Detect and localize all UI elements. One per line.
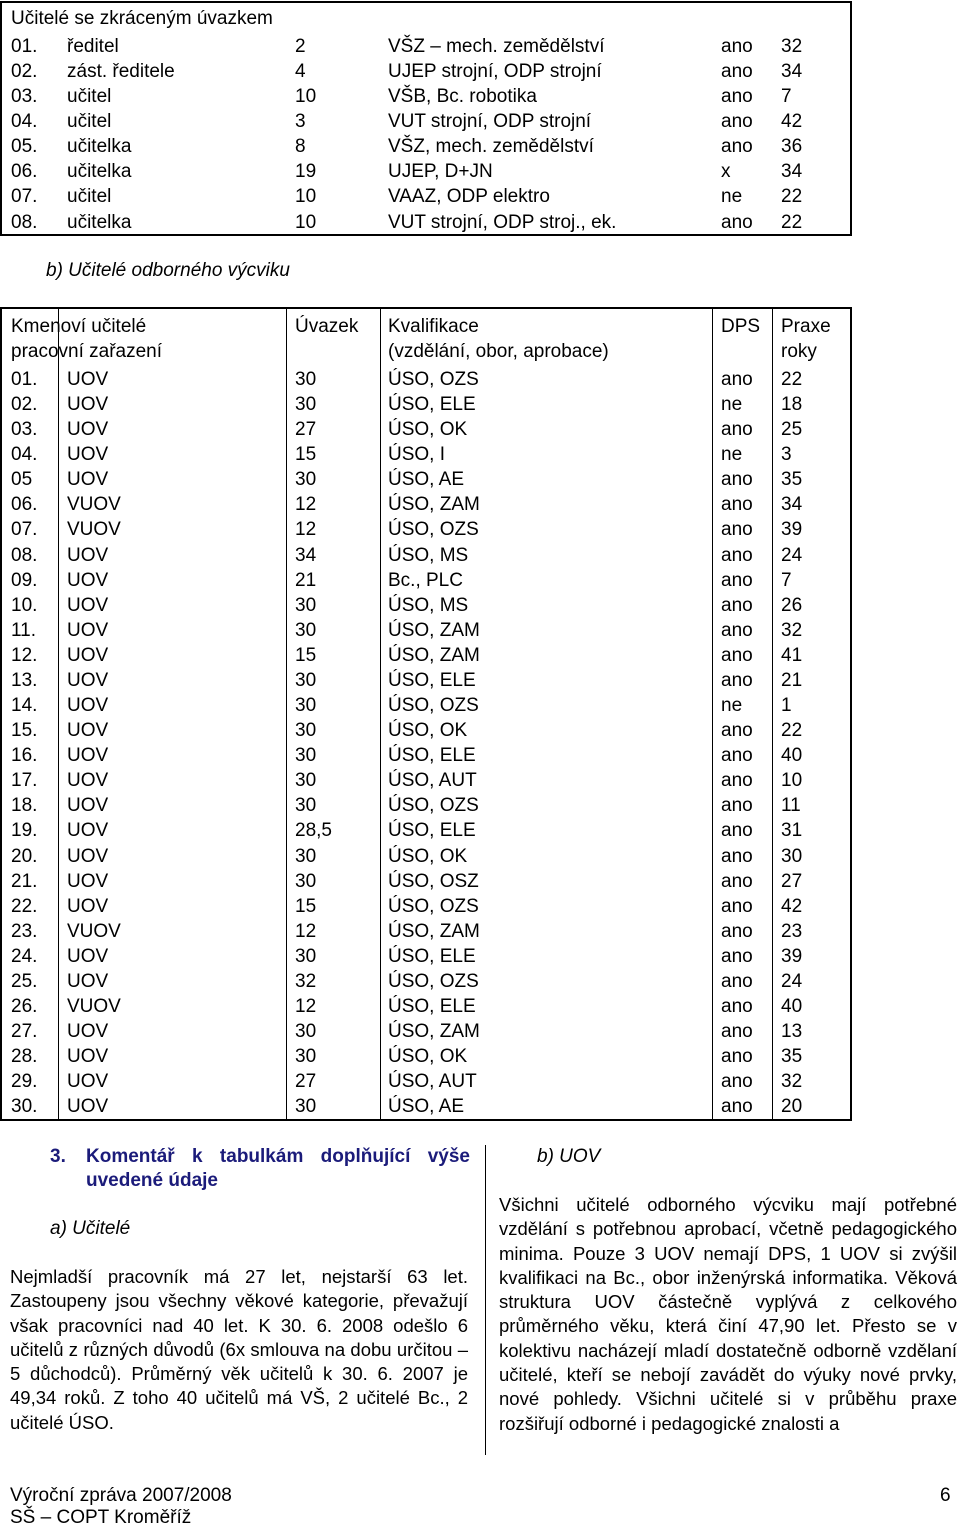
- row-number: 13.: [11, 669, 38, 691]
- table-row: [2, 618, 850, 643]
- row-role: učitel: [67, 86, 112, 108]
- row-uvazek: 8: [295, 136, 306, 158]
- row-role: UOV: [67, 845, 109, 867]
- table-row: [2, 417, 850, 442]
- table-header-row-1: [2, 314, 850, 339]
- table-row: [2, 793, 850, 818]
- row-role: UOV: [67, 544, 109, 566]
- row-role: UOV: [67, 795, 109, 817]
- row-role: VUOV: [67, 996, 121, 1017]
- row-uvazek: 30: [295, 619, 317, 641]
- row-number: 23.: [11, 920, 38, 942]
- row-number: 09.: [11, 569, 38, 591]
- row-praxe: 32: [781, 36, 803, 57]
- subsection-b-heading: b) UOV: [537, 1146, 601, 1167]
- row-kvalifikace: ÚSO, ZAM: [388, 644, 480, 666]
- row-number: 06.: [11, 161, 38, 183]
- row-uvazek: 30: [295, 1021, 317, 1043]
- row-role: UOV: [67, 444, 109, 466]
- row-number: 15.: [11, 720, 38, 742]
- row-praxe: 30: [781, 845, 803, 867]
- row-praxe: 23: [781, 920, 803, 942]
- table-row: [2, 184, 850, 209]
- table-row: [2, 134, 850, 159]
- row-dps: ne: [721, 695, 743, 717]
- row-role: zást. ředitele: [67, 61, 175, 83]
- row-number: 06.: [11, 494, 38, 516]
- row-role: VUOV: [67, 519, 121, 541]
- row-kvalifikace: VŠZ, mech. zemědělství: [388, 136, 594, 158]
- row-praxe: 24: [781, 544, 803, 566]
- table-row: [2, 1019, 850, 1044]
- row-kvalifikace: ÚSO, AE: [388, 469, 465, 491]
- row-praxe: 25: [781, 419, 803, 441]
- section-title: [86, 1145, 470, 1193]
- table-row: [2, 743, 850, 768]
- row-dps: ano: [721, 795, 753, 817]
- row-uvazek: 2: [295, 36, 306, 57]
- table-row: [2, 568, 850, 593]
- row-uvazek: 30: [295, 695, 317, 717]
- row-role: UOV: [67, 619, 109, 641]
- row-uvazek: 30: [295, 394, 317, 416]
- row-kvalifikace: ÚSO, OZS: [388, 519, 479, 541]
- row-uvazek: 4: [295, 61, 306, 83]
- row-dps: x: [721, 161, 731, 183]
- section-number: 3.: [50, 1146, 66, 1167]
- row-kvalifikace: ÚSO, ZAM: [388, 1021, 480, 1043]
- row-number: 07.: [11, 519, 38, 541]
- row-praxe: 27: [781, 870, 803, 892]
- row-role: VUOV: [67, 920, 121, 942]
- row-praxe: 20: [781, 1096, 803, 1118]
- footer-school-name: SŠ – COPT Kroměříž: [10, 1507, 192, 1528]
- row-kvalifikace: ÚSO, AE: [388, 1096, 465, 1118]
- row-kvalifikace: ÚSO, ELE: [388, 394, 476, 416]
- row-kvalifikace: ÚSO, OK: [388, 419, 468, 441]
- table-row: [2, 392, 850, 417]
- row-uvazek: 12: [295, 996, 317, 1017]
- row-dps: ano: [721, 469, 753, 491]
- row-praxe: 10: [781, 770, 803, 792]
- subsection-a-heading: a) Učitelé: [50, 1218, 131, 1239]
- table-row: [2, 492, 850, 517]
- row-kvalifikace: ÚSO, MS: [388, 594, 469, 616]
- row-role: učitelka: [67, 161, 132, 183]
- row-number: 02.: [11, 394, 38, 416]
- row-role: učitel: [67, 111, 112, 133]
- row-dps: ano: [721, 745, 753, 767]
- row-dps: ano: [721, 1046, 753, 1068]
- header-uvazek: Úvazek: [295, 316, 359, 337]
- table-row: [2, 367, 850, 392]
- table-vocational-teachers: [0, 307, 852, 1121]
- table-row: [2, 718, 850, 743]
- row-dps: ano: [721, 211, 753, 233]
- row-uvazek: 30: [295, 945, 317, 967]
- row-praxe: 13: [781, 1021, 803, 1043]
- row-uvazek: 30: [295, 870, 317, 892]
- row-number: 04.: [11, 444, 38, 466]
- row-praxe: 39: [781, 945, 803, 967]
- row-number: 16.: [11, 745, 38, 767]
- row-dps: ne: [721, 444, 743, 466]
- row-praxe: 36: [781, 136, 803, 158]
- table-row: [2, 693, 850, 718]
- row-uvazek: 10: [295, 211, 317, 233]
- row-number: 05: [11, 469, 33, 491]
- row-kvalifikace: UJEP, D+JN: [388, 161, 493, 183]
- row-praxe: 7: [781, 86, 792, 108]
- row-kvalifikace: ÚSO, AUT: [388, 770, 477, 792]
- row-kvalifikace: ÚSO, MS: [388, 544, 469, 566]
- row-kvalifikace: ÚSO, OK: [388, 845, 468, 867]
- row-praxe: 41: [781, 644, 803, 666]
- row-kvalifikace: VAAZ, ODP elektro: [388, 186, 550, 208]
- table-part-time-teachers: [0, 1, 852, 236]
- row-uvazek: 34: [295, 544, 317, 566]
- row-kvalifikace: ÚSO, I: [388, 444, 446, 466]
- row-dps: ano: [721, 61, 753, 83]
- row-dps: ano: [721, 569, 753, 591]
- row-role: učitelka: [67, 136, 132, 158]
- row-kvalifikace: ÚSO, AUT: [388, 1071, 477, 1093]
- row-praxe: 18: [781, 394, 803, 416]
- row-praxe: 22: [781, 369, 803, 390]
- header-kvalifikace-detail: (vzdělání, obor, aprobace): [388, 341, 609, 362]
- row-number: 27.: [11, 1021, 38, 1043]
- row-number: 24.: [11, 945, 38, 967]
- row-number: 14.: [11, 695, 38, 717]
- row-role: učitelka: [67, 211, 132, 233]
- row-kvalifikace: ÚSO, OZS: [388, 795, 479, 817]
- row-uvazek: 27: [295, 419, 317, 441]
- row-role: UOV: [67, 669, 109, 691]
- row-uvazek: 10: [295, 86, 317, 108]
- row-number: 04.: [11, 111, 38, 133]
- header-praxe: Praxe: [781, 316, 831, 337]
- row-praxe: 40: [781, 745, 803, 767]
- row-praxe: 39: [781, 519, 803, 541]
- table-row: [2, 109, 850, 134]
- row-number: 12.: [11, 644, 38, 666]
- table-row: [2, 210, 850, 235]
- row-role: UOV: [67, 945, 109, 967]
- row-dps: ano: [721, 770, 753, 792]
- row-dps: ano: [721, 1096, 753, 1118]
- table-row: [2, 1094, 850, 1119]
- row-number: 21.: [11, 870, 38, 892]
- row-number: 11.: [11, 619, 37, 641]
- row-uvazek: 15: [295, 644, 317, 666]
- row-number: 25.: [11, 970, 38, 992]
- row-role: UOV: [67, 1071, 109, 1093]
- row-role: UOV: [67, 569, 109, 591]
- row-praxe: 42: [781, 111, 803, 133]
- row-role: UOV: [67, 394, 109, 416]
- row-dps: ano: [721, 644, 753, 666]
- row-uvazek: 30: [295, 770, 317, 792]
- row-uvazek: 15: [295, 444, 317, 466]
- table-row: [2, 844, 850, 869]
- row-number: 19.: [11, 820, 38, 842]
- row-kvalifikace: ÚSO, ELE: [388, 945, 476, 967]
- row-dps: ano: [721, 1021, 753, 1043]
- row-dps: ano: [721, 945, 753, 967]
- row-praxe: 35: [781, 469, 803, 491]
- row-kvalifikace: ÚSO, OK: [388, 1046, 468, 1068]
- row-number: 26.: [11, 996, 38, 1017]
- row-praxe: 3: [781, 444, 792, 466]
- row-role: učitel: [67, 186, 112, 208]
- row-dps: ano: [721, 111, 753, 133]
- header-pracovni-zarazeni: pracovní zařazení: [11, 341, 163, 362]
- row-uvazek: 30: [295, 720, 317, 742]
- row-dps: ano: [721, 970, 753, 992]
- row-kvalifikace: ÚSO, OSZ: [388, 870, 479, 892]
- row-kvalifikace: ÚSO, ELE: [388, 745, 476, 767]
- row-role: UOV: [67, 970, 109, 992]
- row-kvalifikace: ÚSO, OZS: [388, 695, 479, 717]
- row-dps: ne: [721, 394, 743, 416]
- table-row: [2, 593, 850, 618]
- table-row: [2, 442, 850, 467]
- row-number: 01.: [11, 369, 38, 390]
- row-dps: ano: [721, 494, 753, 516]
- table-header-row-2: [2, 339, 850, 364]
- table-row: [2, 543, 850, 568]
- row-role: UOV: [67, 1021, 109, 1043]
- row-praxe: 42: [781, 895, 803, 917]
- row-kvalifikace: VŠZ – mech. zemědělství: [388, 36, 605, 57]
- row-praxe: 34: [781, 61, 803, 83]
- row-praxe: 34: [781, 494, 803, 516]
- row-uvazek: 30: [295, 745, 317, 767]
- row-kvalifikace: ÚSO, OK: [388, 720, 468, 742]
- row-praxe: 40: [781, 996, 803, 1017]
- row-praxe: 32: [781, 1071, 803, 1093]
- header-kmenovi: Kmenoví učitelé: [11, 316, 147, 337]
- row-uvazek: 32: [295, 970, 317, 992]
- row-uvazek: 30: [295, 594, 317, 616]
- row-kvalifikace: ÚSO, ZAM: [388, 920, 480, 942]
- row-dps: ano: [721, 519, 753, 541]
- row-kvalifikace: ÚSO, OZS: [388, 369, 479, 390]
- row-uvazek: 30: [295, 369, 317, 390]
- column-divider: [485, 1145, 486, 1455]
- table-row: [2, 668, 850, 693]
- row-uvazek: 30: [295, 1046, 317, 1068]
- row-dps: ano: [721, 996, 753, 1017]
- table-row: [2, 1044, 850, 1069]
- row-uvazek: 15: [295, 895, 317, 917]
- row-role: UOV: [67, 770, 109, 792]
- row-role: ředitel: [67, 36, 119, 57]
- row-dps: ano: [721, 669, 753, 691]
- row-number: 01.: [11, 36, 38, 57]
- row-praxe: 24: [781, 970, 803, 992]
- row-dps: ano: [721, 369, 753, 390]
- section-title-line-2: uvedené údaje: [86, 1170, 218, 1191]
- header-dps: DPS: [721, 316, 761, 337]
- table-row: [2, 768, 850, 793]
- row-kvalifikace: Bc., PLC: [388, 569, 463, 591]
- row-role: UOV: [67, 594, 109, 616]
- row-number: 08.: [11, 211, 38, 233]
- row-dps: ano: [721, 820, 753, 842]
- row-praxe: 32: [781, 619, 803, 641]
- row-kvalifikace: ÚSO, ZAM: [388, 494, 480, 516]
- table-row: [2, 517, 850, 542]
- row-kvalifikace: ÚSO, ELE: [388, 996, 476, 1017]
- row-role: UOV: [67, 1046, 109, 1068]
- row-uvazek: 21: [295, 569, 317, 591]
- table-row: [2, 818, 850, 843]
- table-row: [2, 944, 850, 969]
- table-row: [2, 969, 850, 994]
- row-praxe: 11: [781, 795, 801, 817]
- row-dps: ano: [721, 870, 753, 892]
- header-kvalifikace: Kvalifikace: [388, 316, 479, 337]
- row-number: 07.: [11, 186, 38, 208]
- row-number: 05.: [11, 136, 38, 158]
- row-role: UOV: [67, 745, 109, 767]
- table-row: [2, 34, 850, 59]
- page-number: 6: [940, 1485, 951, 1506]
- row-kvalifikace: VUT strojní, ODP strojní: [388, 111, 592, 133]
- table-row: [2, 994, 850, 1019]
- row-dps: ano: [721, 136, 753, 158]
- row-kvalifikace: ÚSO, OZS: [388, 970, 479, 992]
- row-role: UOV: [67, 469, 109, 491]
- table-title: Učitelé se zkráceným úvazkem: [11, 8, 273, 29]
- row-role: UOV: [67, 820, 109, 842]
- row-uvazek: 12: [295, 494, 317, 516]
- table-row: [2, 894, 850, 919]
- row-kvalifikace: ÚSO, ELE: [388, 820, 476, 842]
- row-uvazek: 27: [295, 1071, 317, 1093]
- table-row: [2, 643, 850, 668]
- row-uvazek: 30: [295, 845, 317, 867]
- row-dps: ano: [721, 36, 753, 57]
- row-uvazek: 30: [295, 795, 317, 817]
- row-kvalifikace: VUT strojní, ODP stroj., ek.: [388, 211, 617, 233]
- section-title-line-1: Komentář k tabulkám doplňující výše: [86, 1146, 470, 1167]
- row-uvazek: 12: [295, 519, 317, 541]
- row-uvazek: 19: [295, 161, 317, 183]
- row-praxe: 1: [781, 695, 792, 717]
- row-kvalifikace: VŠB, Bc. robotika: [388, 86, 537, 108]
- row-praxe: 21: [781, 669, 803, 691]
- row-praxe: 22: [781, 720, 803, 742]
- row-role: UOV: [67, 369, 109, 390]
- footer-report-title: Výroční zpráva 2007/2008: [10, 1485, 232, 1506]
- table-row: [2, 869, 850, 894]
- row-dps: ano: [721, 86, 753, 108]
- section-heading: b) Učitelé odborného výcviku: [46, 260, 290, 281]
- row-role: UOV: [67, 1096, 109, 1118]
- row-kvalifikace: ÚSO, ELE: [388, 669, 476, 691]
- row-praxe: 22: [781, 211, 803, 233]
- row-uvazek: 10: [295, 186, 317, 208]
- row-kvalifikace: ÚSO, OZS: [388, 895, 479, 917]
- row-role: VUOV: [67, 494, 121, 516]
- row-uvazek: 3: [295, 111, 306, 133]
- row-number: 08.: [11, 544, 38, 566]
- table-row: [2, 59, 850, 84]
- row-uvazek: 30: [295, 669, 317, 691]
- row-role: UOV: [67, 720, 109, 742]
- row-role: UOV: [67, 870, 109, 892]
- row-praxe: 7: [781, 569, 792, 591]
- row-dps: ano: [721, 720, 753, 742]
- table-row: [2, 1069, 850, 1094]
- row-number: 10.: [11, 594, 38, 616]
- row-role: UOV: [67, 695, 109, 717]
- row-kvalifikace: ÚSO, ZAM: [388, 619, 480, 641]
- row-number: 02.: [11, 61, 38, 83]
- row-number: 28.: [11, 1046, 38, 1068]
- table-row: [2, 159, 850, 184]
- row-number: 22.: [11, 895, 38, 917]
- row-role: UOV: [67, 644, 109, 666]
- row-number: 30.: [11, 1096, 38, 1118]
- row-number: 29.: [11, 1071, 38, 1093]
- header-praxe-unit: roky: [781, 341, 817, 362]
- row-number: 03.: [11, 419, 38, 441]
- row-uvazek: 30: [295, 469, 317, 491]
- table-row: [2, 84, 850, 109]
- row-role: UOV: [67, 895, 109, 917]
- row-dps: ano: [721, 594, 753, 616]
- row-number: 03.: [11, 86, 38, 108]
- row-dps: ano: [721, 544, 753, 566]
- row-number: 18.: [11, 795, 38, 817]
- paragraph-teachers: Nejmladší pracovník má 27 let, nejstarší 63 let. Zastoupeny jsou všechny věkové kategorie, převažují však pracovníci nad 40 let. K 30. 6. 2008 odešlo 6 učitelů z různých důvodů (6x smlouva na dobu určitou – 5 důchodců). Průměrný věk učitelů k 30. 6. 2007 je 49,34 roků. Z toho 40 učitelů má VŠ, 2 učitelé Bc., 2 učitelé ÚSO.: [10, 1266, 468, 1433]
- row-dps: ano: [721, 845, 753, 867]
- row-uvazek: 28,5: [295, 820, 332, 842]
- row-dps: ne: [721, 186, 743, 208]
- row-praxe: 35: [781, 1046, 803, 1068]
- row-number: 20.: [11, 845, 38, 867]
- row-dps: ano: [721, 920, 753, 942]
- row-praxe: 26: [781, 594, 803, 616]
- row-praxe: 31: [781, 820, 803, 842]
- row-uvazek: 12: [295, 920, 317, 942]
- paragraph-uov: Všichni učitelé odborného výcviku mají potřebné vzdělání s potřebnou aprobací, včetně pedagogického minima. Pouze 3 UOV nemají DPS, 1 UOV si zvýšil kvalifikaci na Bc., obor inženýrská informatika. Věková struktura UOV částečně vyplývá z celkového průměrného věku, která činí 47,90 let. Přesto se v kolektivu nacházejí mladí dostatečně odborně vzdělaní učitelé, kteří se nebojí zavádět do výuky nové prvky, nové pohledy. Všichni učitelé si v průběhu praxe rozšiřují odborné i pedagogické znalosti a: [499, 1194, 957, 1434]
- row-dps: ano: [721, 895, 753, 917]
- row-praxe: 34: [781, 161, 803, 183]
- table-row: [2, 467, 850, 492]
- row-role: UOV: [67, 419, 109, 441]
- row-praxe: 22: [781, 186, 803, 208]
- row-dps: ano: [721, 619, 753, 641]
- table-row: [2, 919, 850, 944]
- row-number: 17.: [11, 770, 38, 792]
- row-kvalifikace: UJEP strojní, ODP strojní: [388, 61, 602, 83]
- row-dps: ano: [721, 419, 753, 441]
- row-dps: ano: [721, 1071, 753, 1093]
- row-uvazek: 30: [295, 1096, 317, 1118]
